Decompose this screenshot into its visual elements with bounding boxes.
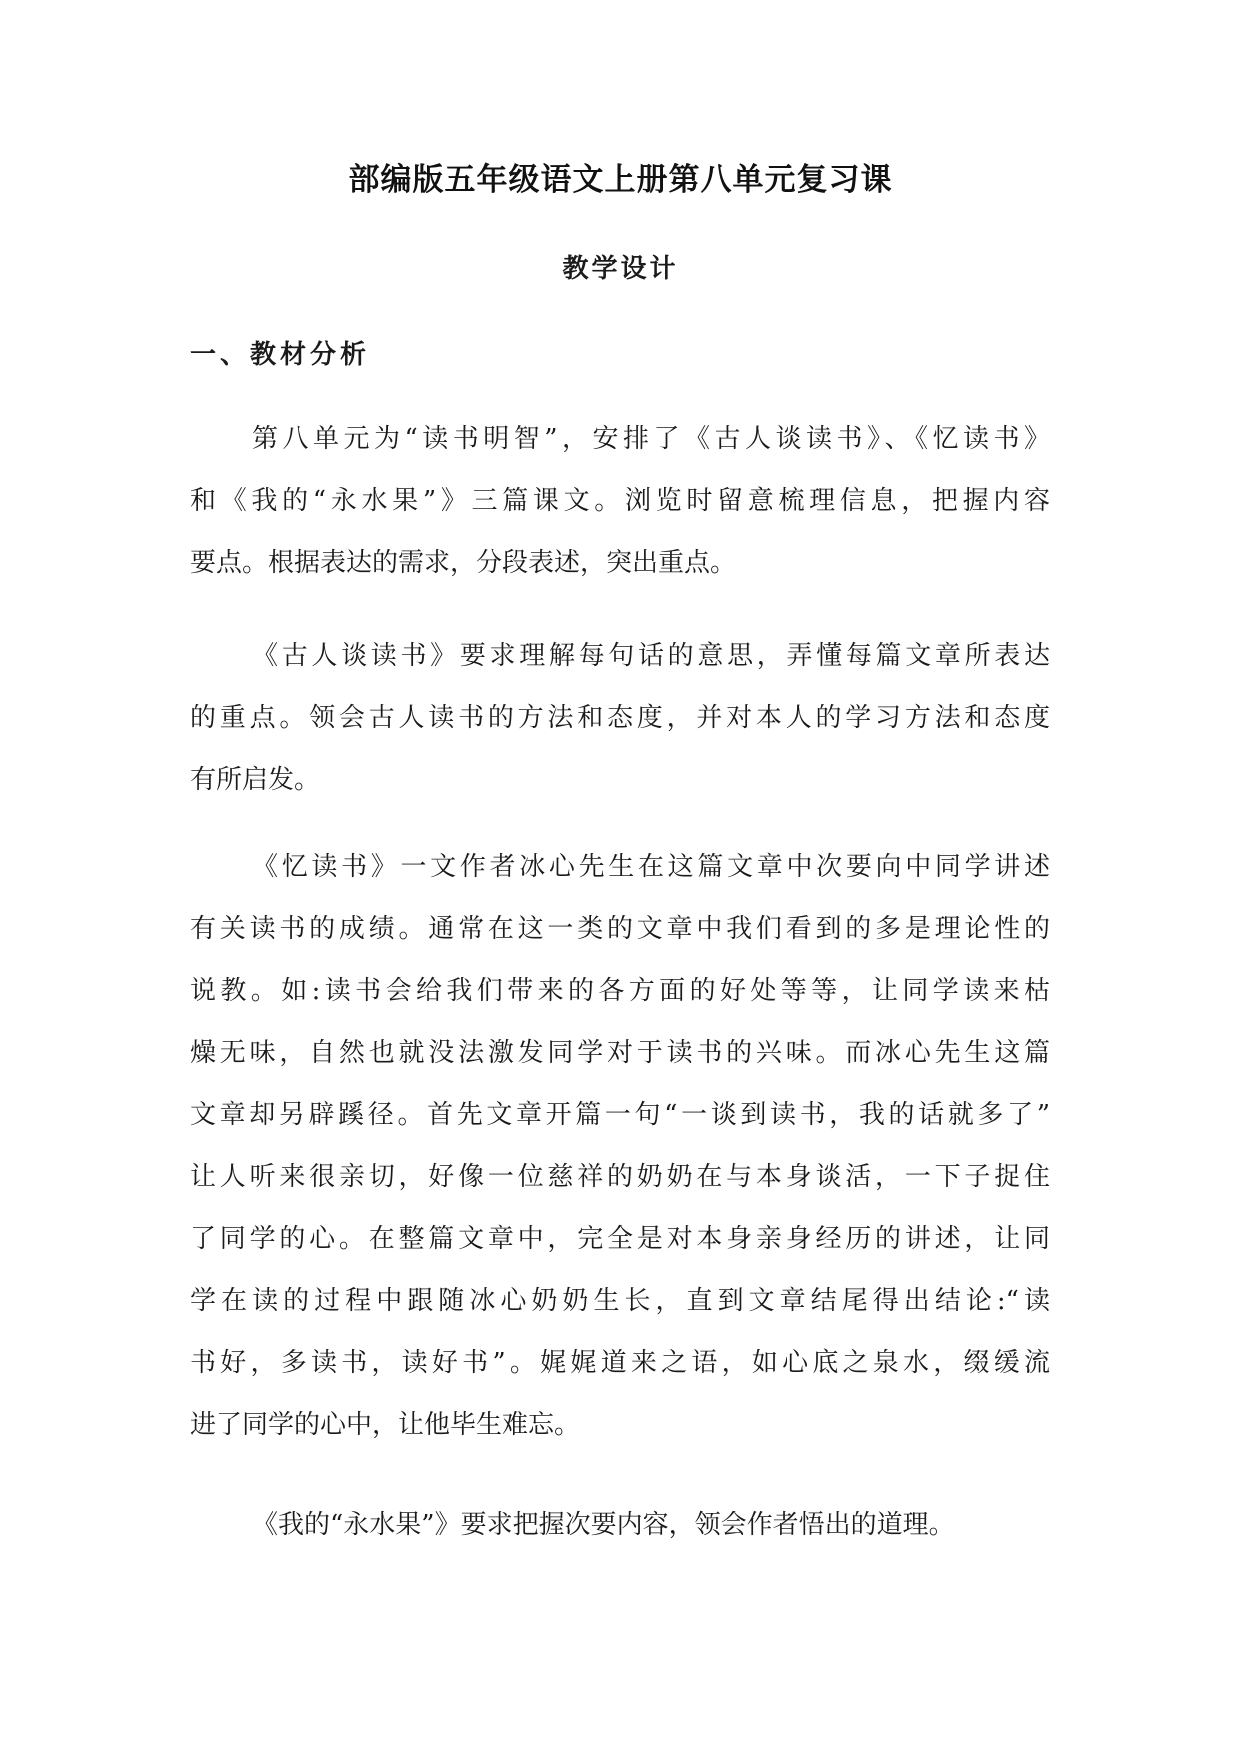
- paragraph-line: 和《我的“永水果”》三篇课文。浏览时留意梳理信息，把握内容: [190, 486, 1050, 516]
- document-title: 部编版五年级语文上册第八单元复习课: [348, 162, 893, 198]
- paragraph-line: 第八单元为“读书明智”，安排了《古人谈读书》、《忆读书》: [252, 424, 1050, 454]
- paragraph-line: 有所启发。: [190, 765, 321, 795]
- paragraph-line: 进了同学的心中，让他毕生难忘。: [190, 1410, 581, 1440]
- paragraph-line: 要点。根据表达的需求，分段表述，突出重点。: [190, 548, 737, 578]
- paragraph-line: 了同学的心。在整篇文章中，完全是对本身亲身经历的讲述，让同: [190, 1224, 1050, 1254]
- paragraph-line: 学在读的过程中跟随冰心奶奶生长，直到文章结尾得出结论:“读: [190, 1286, 1050, 1316]
- paragraph-line: 《古人谈读书》要求理解每句话的意思，弄懂每篇文章所表达: [252, 641, 1050, 671]
- paragraph-recalling-reading: [190, 836, 1050, 1456]
- paragraph-line: 《忆读书》一文作者冰心先生在这篇文章中次要向中同学讲述: [252, 852, 1050, 882]
- paragraph-line: 文章却另辟蹊径。首先文章开篇一句“一谈到读书，我的话就多了”: [190, 1100, 1050, 1130]
- document-subtitle: 教学设计: [562, 254, 679, 284]
- paragraph-unit-overview: [190, 408, 1050, 594]
- paragraph-ancient-reading: [190, 625, 1050, 811]
- section-heading: 一、教材分析: [190, 340, 371, 370]
- paragraph-line: 说教。如:读书会给我们带来的各方面的好处等等，让同学读来枯: [190, 976, 1050, 1006]
- paragraph-my-fruit: [190, 1494, 1050, 1556]
- paragraph-line: 燥无味，自然也就没法激发同学对于读书的兴味。而冰心先生这篇: [190, 1038, 1050, 1068]
- paragraph-line: 书好，多读书，读好书”。娓娓道来之语，如心底之泉水，缀缓流: [190, 1348, 1050, 1378]
- paragraph-line: 《我的“永水果”》要求把握次要内容，领会作者悟出的道理。: [252, 1510, 955, 1540]
- paragraph-line: 的重点。领会古人读书的方法和态度，并对本人的学习方法和态度: [190, 703, 1050, 733]
- paragraph-line: 让人听来很亲切，好像一位慈祥的奶奶在与本身谈活，一下子捉住: [190, 1162, 1050, 1192]
- paragraph-line: 有关读书的成绩。通常在这一类的文章中我们看到的多是理论性的: [190, 914, 1050, 944]
